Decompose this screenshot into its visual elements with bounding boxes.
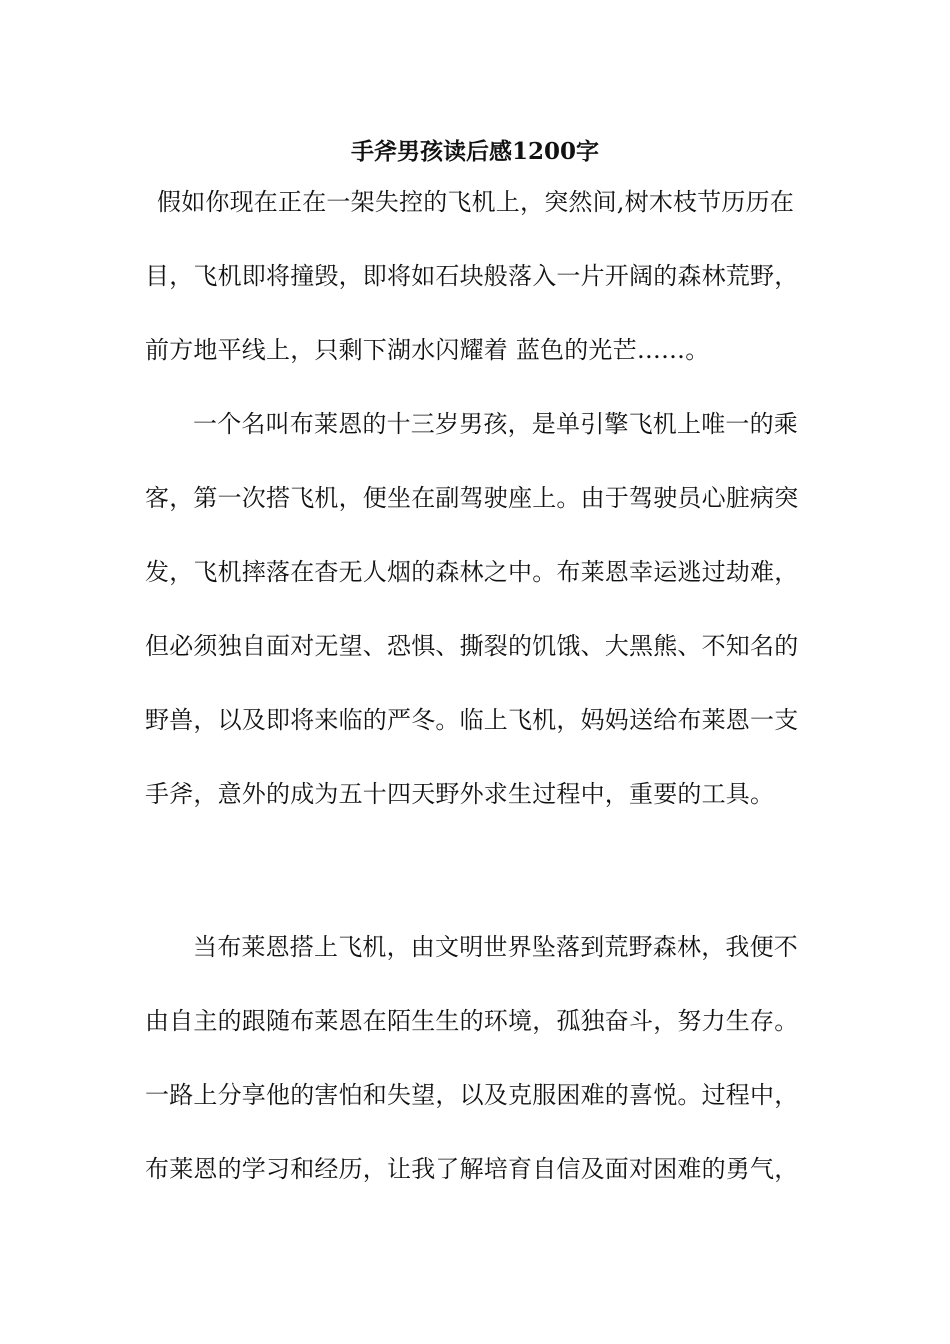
paragraph-line: 当布莱恩搭上飞机，由文明世界坠落到荒野森林，我便不 <box>193 933 798 961</box>
paragraph-line: 发，飞机摔落在杳无人烟的森林之中。布莱恩幸运逃过劫难， <box>145 558 799 586</box>
paragraph-line: 手斧，意外的成为五十四天野外求生过程中，重要的工具。 <box>145 780 775 808</box>
paragraph-line: 前方地平线上，只剩下湖水闪耀着 蓝色的光芒……。 <box>145 336 710 364</box>
paragraph-line: 目，飞机即将撞毁，即将如石块般落入一片开阔的森林荒野， <box>145 262 799 290</box>
document-title: 手斧男孩读后感1200字 <box>350 138 599 165</box>
paragraph-line: 假如你现在正在一架失控的飞机上，突然间,树木枝节历历在 <box>157 188 795 216</box>
paragraph-line: 由自主的跟随布莱恩在陌生生的环境，孤独奋斗，努力生存。 <box>145 1007 799 1035</box>
paragraph-line: 布莱恩的学习和经历，让我了解培育自信及面对困难的勇气， <box>145 1155 799 1183</box>
paragraph-line: 一路上分享他的害怕和失望，以及克服困难的喜悦。过程中， <box>145 1081 799 1109</box>
paragraph-line: 客，第一次搭飞机，便坐在副驾驶座上。由于驾驶员心脏病突 <box>145 484 799 512</box>
paragraph-line: 野兽，以及即将来临的严冬。临上飞机，妈妈送给布莱恩一支 <box>145 706 799 734</box>
paragraph-line: 一个名叫布莱恩的十三岁男孩，是单引擎飞机上唯一的乘 <box>193 410 798 438</box>
paragraph-line: 但必须独自面对无望、恐惧、撕裂的饥饿、大黑熊、不知名的 <box>145 632 799 660</box>
